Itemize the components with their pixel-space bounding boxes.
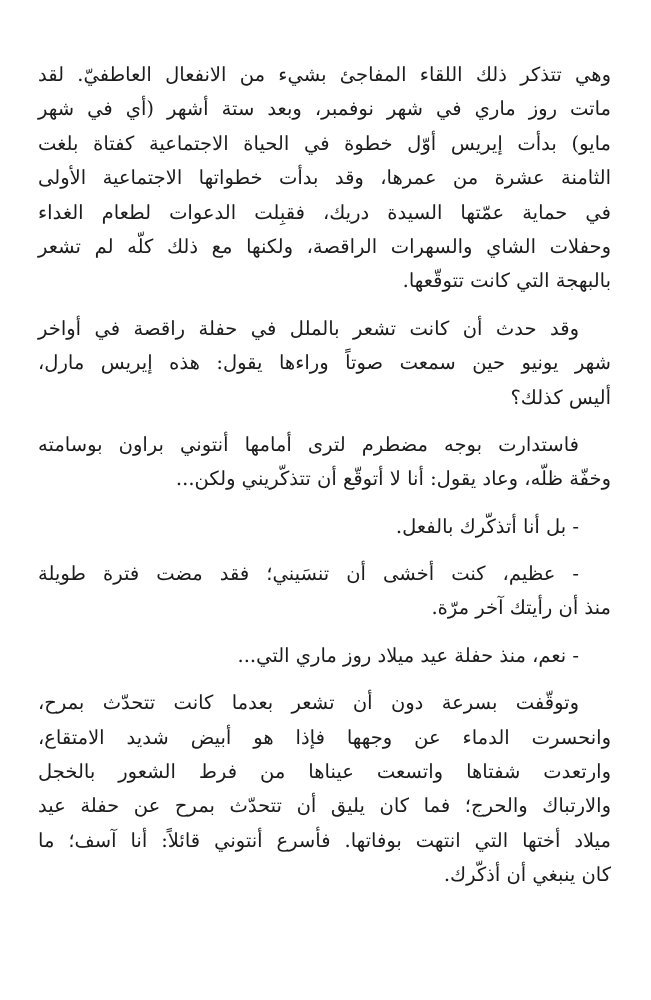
text-line: وحفلات الشاي والسهرات الراقصة، ولكنها مع ذلك كلّه لم تشعر (38, 234, 611, 258)
text-line: - نعم، منذ حفلة عيد ميلاد روز ماري التي... (237, 643, 579, 667)
text-line: وارتعدت شفتاها واتسعت عيناها من فرط الشعور بالخجل (38, 760, 611, 784)
text-line: - عظيم، كنت أخشى أن تنسَيني؛ فقد مضت فترة طويلة (38, 562, 579, 586)
dialogue-line-1 (38, 510, 611, 544)
text-line: وخفّة ظلّه، وعاد يقول: أنا لا أتوقّع أن تتذكّريني ولكن... (175, 467, 611, 491)
text-line: ميلاد أختها التي انتهت بوفاتها. فأسرع أنتوني قائلاً: أنا آسف؛ ما (38, 828, 611, 852)
dialogue-line-2 (38, 557, 611, 626)
dialogue-line-3 (38, 639, 611, 673)
text-line: فاستدارت بوجه مضطرم لترى أمامها أنتوني براون بوسامته (38, 432, 579, 456)
text-line: كان ينبغي أن أذكّرك. (443, 863, 611, 887)
text-line: وانحسرت الدماء عن وجهها فإذا هو أبيض شديد الامتقاع، (38, 725, 611, 749)
paragraph-1 (38, 58, 611, 299)
text-line: وتوقّفت بسرعة دون أن تشعر بعدما كانت تتحدّث بمرح، (38, 691, 579, 715)
text-line: والارتباك والحرج؛ فما كان يليق أن تتحدّث بمرح عن حفلة عيد (38, 794, 611, 818)
text-line: الثامنة عشرة من عمرها، وقد بدأت خطواتها الاجتماعية الأولى (38, 166, 611, 190)
text-line: بالبهجة التي كانت تتوقّعها. (402, 269, 611, 293)
text-line: مايو) بدأت إيريس أوّل خطوة في الحياة الاجتماعية كفتاة بلغت (38, 131, 611, 155)
text-line: وهي تتذكر ذلك اللقاء المفاجئ بشيء من الانفعال العاطفيّ. لقد (38, 63, 611, 86)
text-line: شهر يونيو حين سمعت صوتاً وراءها يقول: هذه إيريس مارل، (38, 351, 611, 375)
text-line: وقد حدث أن كانت تشعر بالملل في حفلة راقصة في أواخر (38, 316, 579, 340)
text-line: - بل أنا أتذكّرك بالفعل. (395, 514, 579, 538)
text-line: أليس كذلك؟ (510, 385, 611, 409)
text-line: في حماية عمّتها السيدة دريك، فقبِلت الدعوات لطعام الغداء (38, 200, 611, 224)
paragraph-2 (38, 312, 611, 415)
paragraph-3 (38, 428, 611, 497)
text-line: منذ أن رأيتك آخر مرّة. (431, 596, 611, 620)
paragraph-4 (38, 686, 611, 892)
text-line: ماتت روز ماري في شهر نوفمبر، وبعد ستة أشهر (أي في شهر (38, 97, 611, 121)
